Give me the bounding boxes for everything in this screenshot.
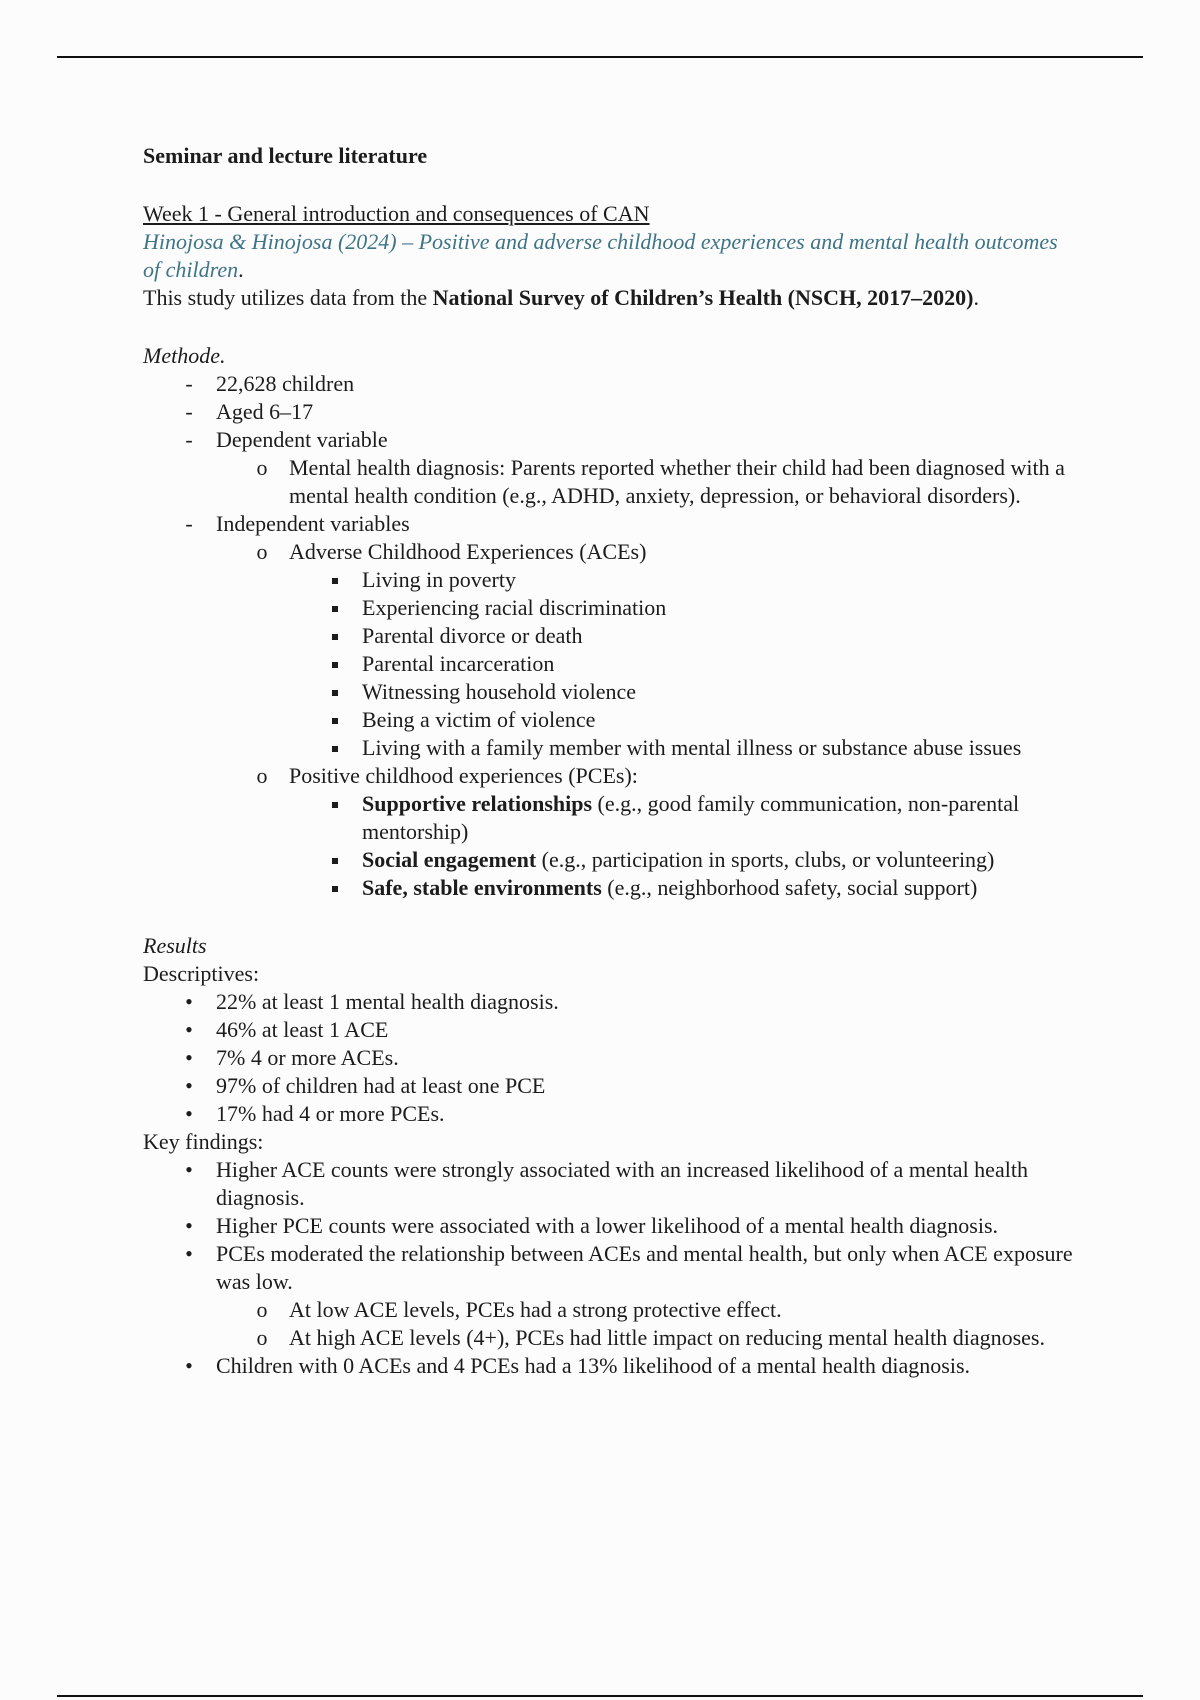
list-item: • 17% had 4 or more PCEs. (143, 1100, 1078, 1128)
list-item: Living in poverty (143, 566, 1078, 594)
intro-prefix: This study utilizes data from the (143, 285, 433, 310)
list-item: • Higher PCE counts were associated with a lower likelihood of a mental health diagnosis. (143, 1212, 1078, 1240)
list-item: - Independent variables (143, 510, 1078, 538)
citation (143, 228, 1078, 284)
intro-suffix: . (973, 285, 979, 310)
list-item: Being a victim of violence (143, 706, 1078, 734)
list-item: o Positive childhood experiences (PCEs): (143, 762, 1078, 790)
results-heading: Results (143, 933, 207, 958)
list-item: Supportive relationships (e.g., good family communication, non-parental mentorship) (143, 790, 1078, 846)
footer-rule (57, 1695, 1143, 1697)
list-item: - Aged 6–17 (143, 398, 1078, 426)
citation-period: . (238, 257, 244, 282)
list-item: Experiencing racial discrimination (143, 594, 1078, 622)
list-item: • Children with 0 ACEs and 4 PCEs had a 13% likelihood of a mental health diagnosis. (143, 1352, 1078, 1380)
document-body (143, 142, 1078, 1380)
list-item: • 22% at least 1 mental health diagnosis. (143, 988, 1078, 1016)
week-heading: Week 1 - General introduction and consequences of CAN (143, 201, 650, 226)
descriptives-list (143, 988, 1078, 1128)
key-findings-label: Key findings: (143, 1129, 264, 1154)
list-item: o Mental health diagnosis: Parents reported whether their child had been diagnosed with a mental health condition (e.g., ADHD, anxiety, depression, or behavioral disorders). (143, 454, 1078, 510)
citation-text: Hinojosa & Hinojosa (2024) – Positive and adverse childhood experiences and mental health outcomes of children (143, 229, 1058, 282)
list-item: • PCEs moderated the relationship between ACEs and mental health, but only when ACE exposure was low. (143, 1240, 1078, 1296)
list-item: - 22,628 children (143, 370, 1078, 398)
list-item: • 46% at least 1 ACE (143, 1016, 1078, 1044)
list-item: Parental divorce or death (143, 622, 1078, 650)
methode-heading: Methode. (143, 343, 226, 368)
list-item: o Adverse Childhood Experiences (ACEs) (143, 538, 1078, 566)
intro-survey-name: National Survey of Children’s Health (NSCH, 2017–2020) (432, 285, 974, 310)
list-item: Witnessing household violence (143, 678, 1078, 706)
list-item: • 97% of children had at least one PCE (143, 1072, 1078, 1100)
list-item: - Dependent variable (143, 426, 1078, 454)
list-item: o At high ACE levels (4+), PCEs had little impact on reducing mental health diagnoses. (143, 1324, 1078, 1352)
page-title: Seminar and lecture literature (143, 143, 428, 168)
key-findings-list (143, 1156, 1078, 1380)
list-item: • 7% 4 or more ACEs. (143, 1044, 1078, 1072)
methode-list (143, 370, 1078, 902)
list-item: Social engagement (e.g., participation in sports, clubs, or volunteering) (143, 846, 1078, 874)
header-rule (57, 56, 1143, 58)
list-item: Living with a family member with mental illness or substance abuse issues (143, 734, 1078, 762)
list-item: Parental incarceration (143, 650, 1078, 678)
list-item: o At low ACE levels, PCEs had a strong protective effect. (143, 1296, 1078, 1324)
intro-paragraph (143, 284, 1078, 312)
list-item: Safe, stable environments (e.g., neighborhood safety, social support) (143, 874, 1078, 902)
descriptives-label: Descriptives: (143, 961, 260, 986)
list-item: • Higher ACE counts were strongly associated with an increased likelihood of a mental health diagnosis. (143, 1156, 1078, 1212)
